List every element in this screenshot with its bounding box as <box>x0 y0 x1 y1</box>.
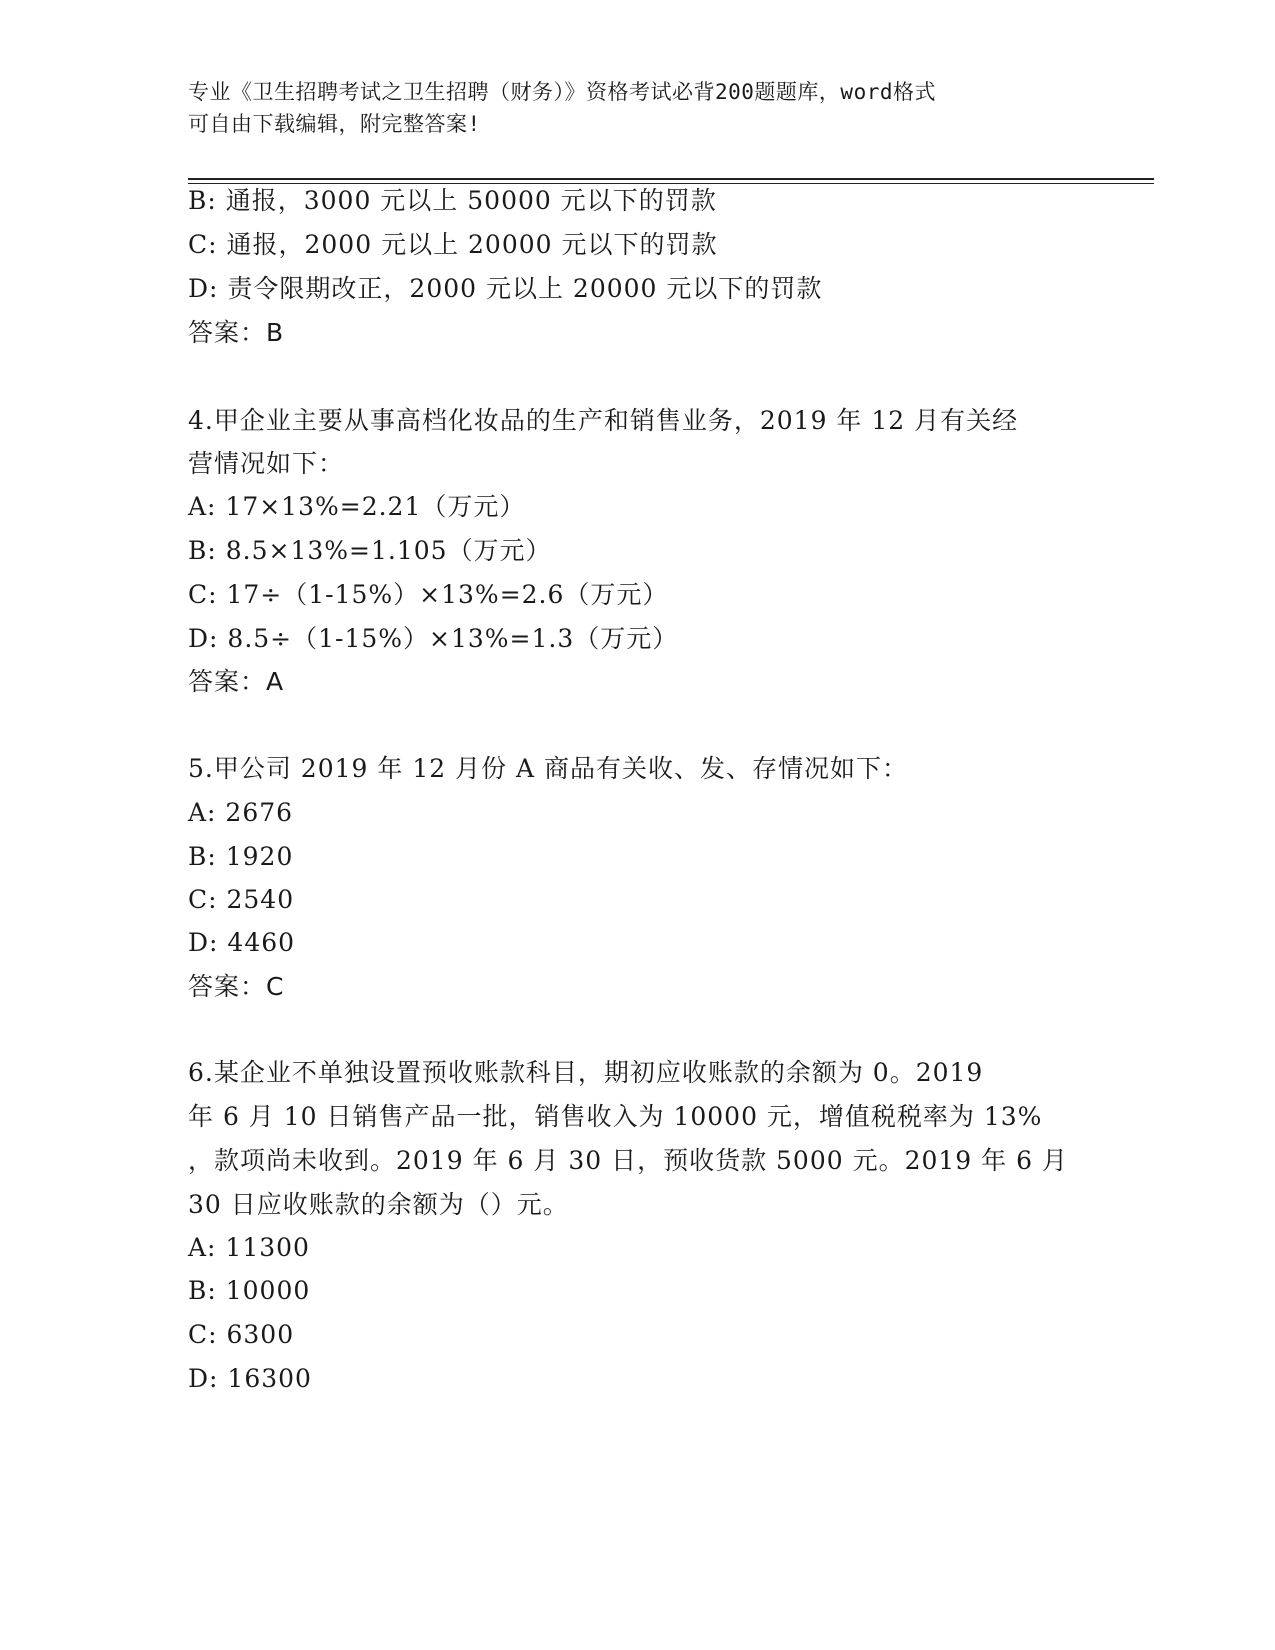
q5-option-d: D: 4460 <box>188 928 296 957</box>
q6-option-c: C: 6300 <box>188 1320 295 1349</box>
q4-option-d: D: 8.5÷（1-15%）×13%=1.3（万元） <box>188 624 679 653</box>
header-title-line-2: 可自由下载编辑，附完整答案! <box>188 112 481 136</box>
q6-option-d: D: 16300 <box>188 1364 312 1393</box>
q6-stem-line-4: 30 日应收账款的余额为（）元。 <box>188 1190 569 1219</box>
q5-answer: 答案：C <box>188 972 285 1001</box>
q4-answer: 答案：A <box>188 667 285 696</box>
q5-option-a: A: 2676 <box>188 798 294 827</box>
q5-option-c: C: 2540 <box>188 885 295 914</box>
q6-stem-line-3: ，款项尚未收到。2019 年 6 月 30 日，预收货款 5000 元。2019 年 6 月 <box>188 1146 1068 1175</box>
q3-option-d: D: 责令限期改正，2000 元以上 20000 元以下的罚款 <box>188 274 823 303</box>
document-header <box>188 76 1068 140</box>
q3-answer: 答案：B <box>188 318 285 347</box>
q6-option-a: A: 11300 <box>188 1233 310 1262</box>
header-title-line-1: 专业《卫生招聘考试之卫生招聘（财务）》资格考试必背200题题库，word格式 <box>188 80 936 104</box>
q4-stem-line-1: 4.甲企业主要从事高档化妆品的生产和销售业务，2019 年 12 月有关经 <box>188 406 1019 435</box>
q4-option-b: B: 8.5×13%=1.105（万元） <box>188 536 552 565</box>
q4-option-a: A: 17×13%=2.21（万元） <box>188 492 526 521</box>
q5-stem-line-1: 5.甲公司 2019 年 12 月份 A 商品有关收、发、存情况如下： <box>188 754 909 783</box>
q6-option-b: B: 10000 <box>188 1276 311 1305</box>
q3-option-b: B: 通报，3000 元以上 50000 元以下的罚款 <box>188 186 717 215</box>
q4-stem-line-2: 营情况如下： <box>188 449 345 478</box>
q6-stem-line-1: 6.某企业不单独设置预收账款科目，期初应收账款的余额为 0。2019 <box>188 1058 984 1087</box>
q5-option-b: B: 1920 <box>188 842 294 871</box>
q6-stem-line-2: 年 6 月 10 日销售产品一批，销售收入为 10000 元，增值税税率为 13% <box>188 1102 1043 1131</box>
q3-option-c: C: 通报，2000 元以上 20000 元以下的罚款 <box>188 230 718 259</box>
q4-option-c: C: 17÷（1-15%）×13%=2.6（万元） <box>188 580 669 609</box>
